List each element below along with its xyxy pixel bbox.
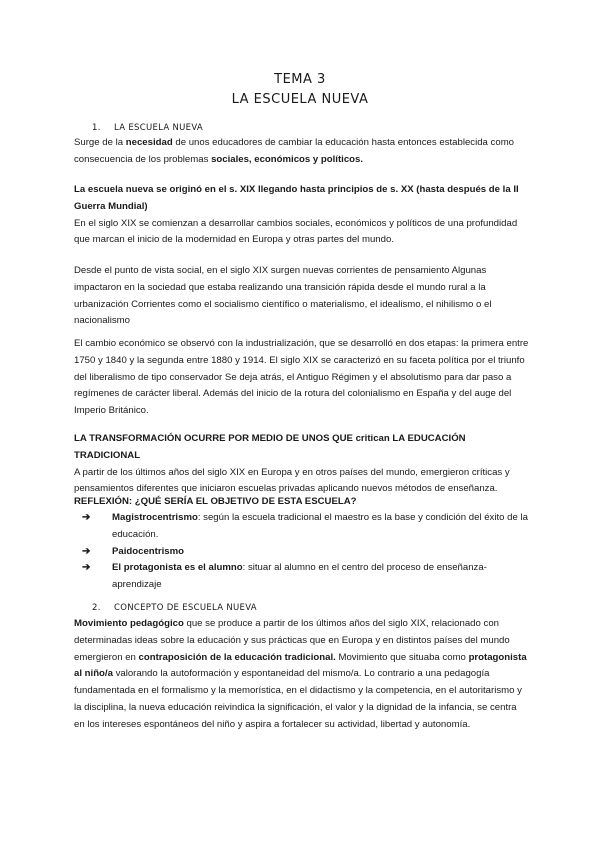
text-run-bold: sociales, económicos y políticos. [211, 153, 364, 165]
section-number: 1. [92, 123, 101, 133]
section-number: 2. [92, 603, 101, 613]
paragraph-intro [74, 135, 529, 169]
text-run: de unos educadores de cambiar la educación hasta entonces establecida como consecuencia de los problemas [74, 137, 515, 165]
text-run-bold: Movimiento pedagógico [74, 618, 184, 629]
text-run-bold: Paidocentrismo [112, 545, 184, 557]
paragraph-economic: El cambio económico se observó con la industrialización, que se desarrolló en dos etapas: la primera entre 1750 y 1840 y la segunda entre 1880 y 1914. El siglo XIX se caracterizó en su faceta política por el triunfo del liberalismo de tipo conservador Se deja atrás, el Antiguo Régimen y el absolutismo para dar paso a regímenes de carácter liberal. Además del inicio de la rotura del colonialismo en España y del auge del Imperio Británico. [74, 338, 529, 417]
text-run: : situar al alumno en el centro del proceso de enseñanza-aprendizaje [112, 562, 487, 591]
document-title: TEMA 3 [274, 72, 326, 87]
text-run-bold: protagonista al niño/a [74, 651, 527, 680]
text-run-bold: Magistrocentrismo [112, 512, 198, 523]
arrow-icon: ➔ [82, 562, 91, 574]
document-subtitle: LA ESCUELA NUEVA [231, 92, 369, 107]
section-title: LA ESCUELA NUEVA [114, 123, 204, 133]
paragraph-concept [74, 616, 529, 734]
list-item [82, 544, 529, 561]
reflection-question: REFLEXIÓN: ¿QUÉ SERÍA EL OBJETIVO DE ESTA ESCUELA? [74, 496, 357, 507]
text-run: que se produce a partir de los últimos años del siglo XIX, relacionado con determinadas ideas sobre la educación y sus prácticas que en Europa y en distintos países del mundo emergieron en [74, 618, 510, 663]
paragraph-transformation [74, 431, 529, 498]
text-run-bold: LA TRANSFORMACIÓN OCURRE POR MEDIO DE UNOS QUE critican LA EDUCACIÓN TRADICIONAL [74, 433, 466, 461]
text-run: Movimiento que situaba como [335, 651, 469, 663]
text-run-bold: El protagonista es el alumno [112, 562, 243, 574]
paragraph-origin [74, 182, 529, 249]
section-heading-1 [92, 123, 203, 133]
section-title: CONCEPTO DE ESCUELA NUEVA [114, 603, 257, 613]
arrow-icon: ➔ [82, 512, 91, 523]
paragraph-social: Desde el punto de vista social, en el siglo XIX surgen nuevas corrientes de pensamiento Algunas impactaron en la sociedad que estaba realizando una transición rápida desde el mundo rural a la urbanización Corrientes como el socialismo científico o materialismo, el idealismo, el nihilismo o el nacionalismo [74, 265, 492, 327]
text-run: En el siglo XIX se comienzan a desarrollar cambios sociales, económicos y políticos de una profundidad que marcan el inicio de la modernidad en Europa y otras partes del mundo. [74, 217, 518, 246]
text-run-bold: La escuela nueva se originó en el s. XIX llegando hasta principios de s. XX (hasta después de la II Guerra Mundial) [74, 184, 519, 212]
text-run: Surge de la [74, 137, 126, 148]
bullet-list [82, 510, 529, 594]
text-run-bold: necesidad [125, 137, 173, 148]
section-heading-2 [92, 603, 257, 613]
arrow-icon: ➔ [82, 545, 91, 557]
list-item [82, 560, 529, 594]
text-run: : según la escuela tradicional el maestro es la base y condición del éxito de la educación. [112, 512, 528, 540]
text-run-bold: contraposición de la educación tradicional. [138, 651, 336, 663]
text-run: A partir de los últimos años del siglo XIX en Europa y en otros países del mundo, emergieron críticas y pensamientos diferentes que iniciaron escuelas privadas aplicando nuevos métodos de enseñanza. [74, 466, 510, 495]
list-item [82, 510, 529, 544]
text-run: valorando la autoformación y espontaneidad del mismo/a. Lo contrario a una pedagogía fundamentada en el formalismo y la memorística, en el didactismo y la competencia, en el autoritarismo y la disciplina, la nueva educación reivindica la significación, el valor y la dignidad de la infancia, se centra en los intereses espontáneos del niño y aspira a fortalecer su actividad, libertad y autonomía. [74, 668, 522, 730]
